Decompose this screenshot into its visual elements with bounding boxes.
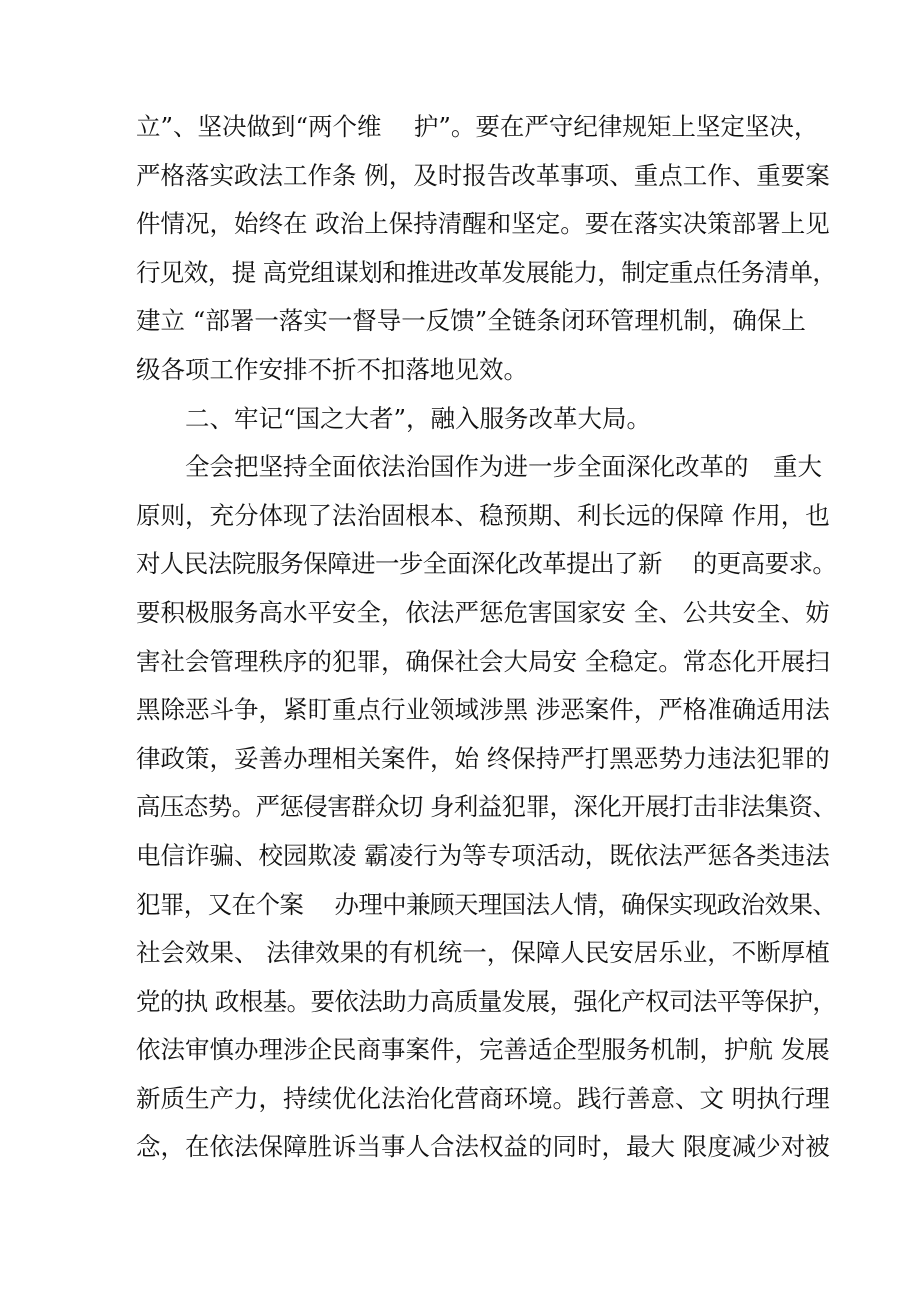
text-line: 念，在依法保障胜诉当事人合法权益的同时，最大 限度减少对被 (136, 1132, 830, 1162)
text-line: 高压态势。严惩侵害群众切 身利益犯罪，深化开展打击非法集资、 (136, 792, 837, 822)
text-line: 新质生产力，持续优化法治化营商环境。践行善意、文 明执行理 (136, 1083, 830, 1113)
text-line: 级各项工作安排不折不扣落地见效。 (136, 354, 528, 384)
section-heading: 二、牢记“国之大者”，融入服务改革大局。 (136, 403, 652, 433)
body-text (136, 103, 836, 1172)
text-line: 要积极服务高水平安全，依法严惩危害国家安 全、公共安全、妨 (136, 597, 830, 627)
text-line: 严格落实政法工作条 例，及时报告改革事项、重点工作、重要案 (136, 160, 830, 190)
text-line: 律政策，妥善办理相关案件，始 终保持严打黑恶势力违法犯罪的 (136, 743, 830, 773)
text-line: 立”、坚决做到“两个维 护”。要在严守纪律规矩上坚定坚决， (136, 112, 819, 141)
text-line: 行见效，提 高党组谋划和推进改革发展能力，制定重点任务清单， (136, 257, 837, 287)
text-line: 犯罪，又在个案 办理中兼顾天理国法人情，确保实现政治效果、 (136, 889, 837, 919)
text-line: 社会效果、 法律效果的有机统一，保障人民安居乐业，不断厚植 (136, 938, 830, 968)
text-line: 全会把坚持全面依法治国作为进一步全面深化改革的 重大 (136, 452, 822, 482)
text-line: 依法审慎办理涉企民商事案件，完善适企型服务机制，护航 发展 (136, 1035, 830, 1065)
text-line: 电信诈骗、校园欺凌 霸凌行为等专项活动，既依法严惩各类违法 (136, 840, 830, 870)
text-line: 原则，充分体现了法治固根本、稳预期、利长远的保障 作用，也 (136, 500, 830, 530)
text-line: 黑除恶斗争，紧盯重点行业领域涉黑 涉恶案件，严格准确适用法 (136, 695, 830, 725)
text-line: 件情况，始终在 政治上保持清醒和坚定。要在落实决策部署上见 (136, 209, 830, 239)
text-line: 对人民法院服务保障进一步全面深化改革提出了新 的更高要求。 (136, 549, 837, 579)
text-line: 建立 “部署一落实一督导一反馈”全链条闭环管理机制，确保上 (136, 306, 806, 336)
text-line: 害社会管理秩序的犯罪，确保社会大局安 全稳定。常态化开展扫 (136, 646, 830, 676)
text-line: 党的执 政根基。要依法助力高质量发展，强化产权司法平等保护， (136, 986, 837, 1016)
